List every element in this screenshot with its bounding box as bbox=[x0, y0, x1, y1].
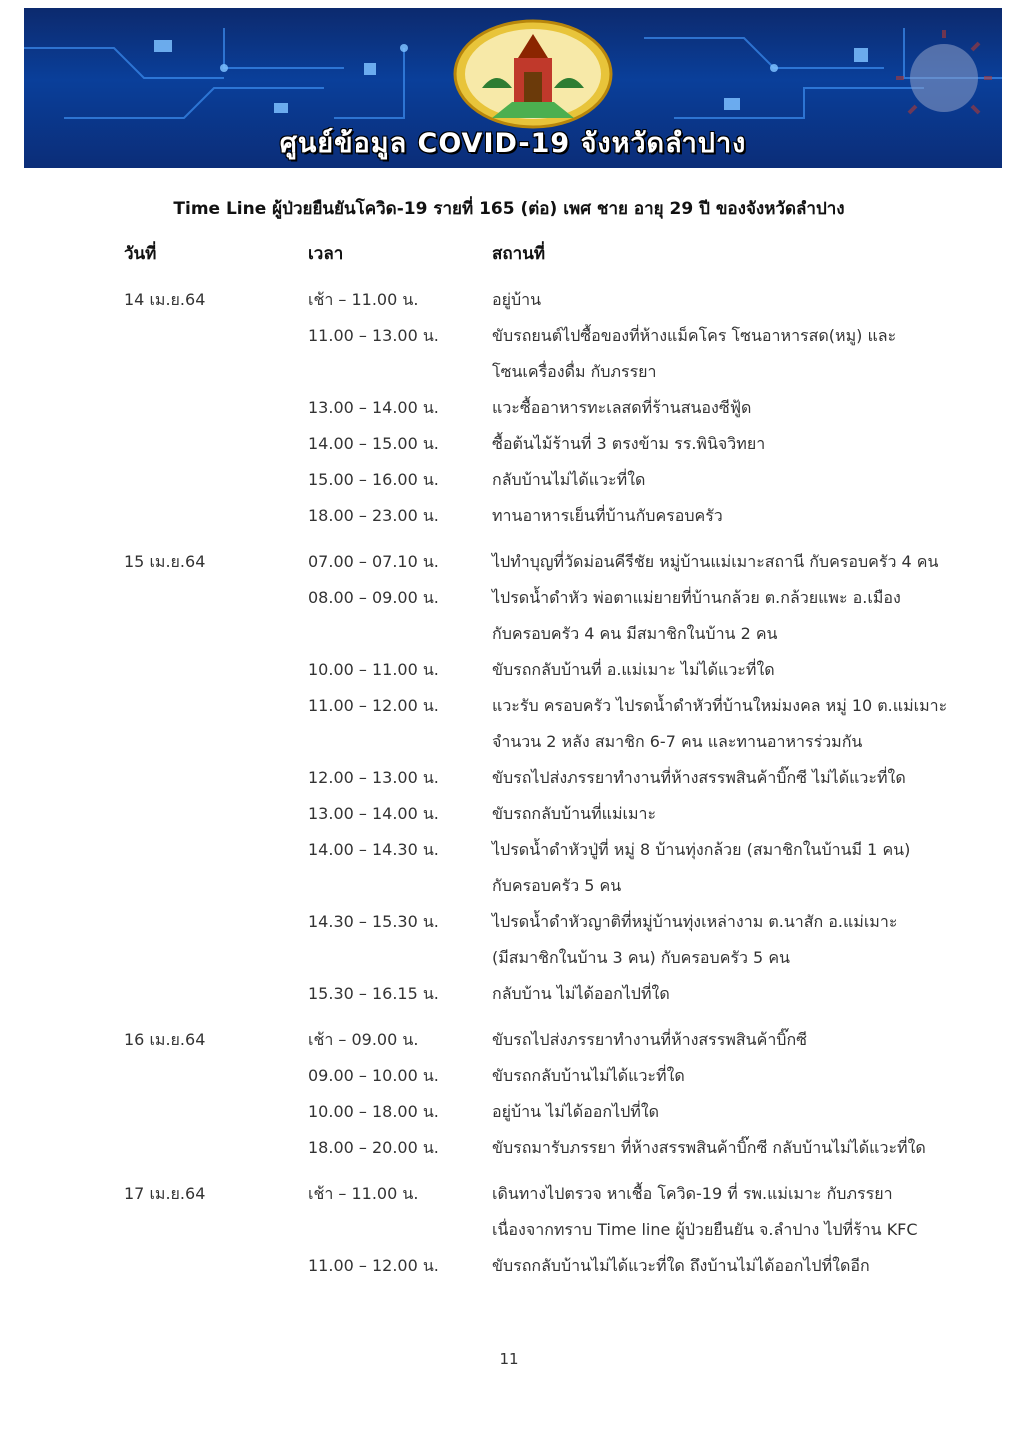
table-row bbox=[0, 1128, 1018, 1164]
timeline-table bbox=[0, 280, 1018, 1292]
table-row bbox=[0, 316, 1018, 352]
table-row bbox=[0, 578, 1018, 614]
row-place: (มีสมาชิกในบ้าน 3 คน) กับครอบครัว 5 คน bbox=[492, 948, 790, 967]
date-group bbox=[0, 1174, 1018, 1282]
row-time: 15.00 – 16.00 น. bbox=[308, 470, 439, 489]
row-place: แวะซื้ออาหารทะเลสดที่ร้านสนองซีฟู้ด bbox=[492, 398, 752, 417]
row-time: เช้า – 09.00 น. bbox=[308, 1030, 419, 1049]
row-time: 13.00 – 14.00 น. bbox=[308, 804, 439, 823]
table-row bbox=[0, 686, 1018, 722]
header-place: สถานที่ bbox=[492, 244, 546, 264]
table-row bbox=[0, 1246, 1018, 1282]
row-place: ขับรถไปส่งภรรยาทำงานที่ห้างสรรพสินค้าบิ๊กซี ไม่ได้แวะที่ใด bbox=[492, 768, 906, 787]
table-row bbox=[0, 1056, 1018, 1092]
row-time: เช้า – 11.00 น. bbox=[308, 290, 419, 309]
row-place: ขับรถกลับบ้านที่ อ.แม่เมาะ ไม่ได้แวะที่ใด bbox=[492, 660, 775, 679]
row-place: ไปทำบุญที่วัดม่อนคีรีชัย หมู่บ้านแม่เมาะสถานี กับครอบครัว 4 คน bbox=[492, 552, 939, 571]
row-time: 10.00 – 18.00 น. bbox=[308, 1102, 439, 1121]
row-time: 12.00 – 13.00 น. bbox=[308, 768, 439, 787]
row-time: 14.00 – 15.00 น. bbox=[308, 434, 439, 453]
row-place: โซนเครื่องดื่ม กับภรรยา bbox=[492, 362, 657, 381]
row-place: ขับรถมารับภรรยา ที่ห้างสรรพสินค้าบิ๊กซี กลับบ้านไม่ได้แวะที่ใด bbox=[492, 1138, 926, 1157]
banner-title: ศูนย์ข้อมูล COVID-19 จังหวัดลำปาง bbox=[279, 128, 747, 159]
header-banner bbox=[24, 8, 1002, 168]
table-row bbox=[0, 938, 1018, 974]
table-row bbox=[0, 866, 1018, 902]
row-place: ซื้อต้นไม้ร้านที่ 3 ตรงข้าม รร.พินิจวิทยา bbox=[492, 434, 766, 453]
document-title: Time Line ผู้ป่วยยืนยันโควิด-19 รายที่ 165 (ต่อ) เพศ ชาย อายุ 29 ปี ของจังหวัดลำปาง bbox=[173, 199, 845, 219]
table-row bbox=[0, 460, 1018, 496]
table-row bbox=[0, 280, 1018, 316]
row-place: เดินทางไปตรวจ หาเชื้อ โควิด-19 ที่ รพ.แม่เมาะ กับภรรยา bbox=[492, 1184, 893, 1203]
table-row bbox=[0, 974, 1018, 1010]
date-group bbox=[0, 1020, 1018, 1164]
page-number: 11 bbox=[499, 1350, 519, 1368]
row-place: กลับบ้านไม่ได้แวะที่ใด bbox=[492, 470, 646, 489]
row-date: 14 เม.ย.64 bbox=[124, 290, 206, 309]
row-time: 14.30 – 15.30 น. bbox=[308, 912, 439, 931]
row-time: 11.00 – 13.00 น. bbox=[308, 326, 439, 345]
row-time: 10.00 – 11.00 น. bbox=[308, 660, 439, 679]
row-time: 08.00 – 09.00 น. bbox=[308, 588, 439, 607]
row-time: 15.30 – 16.15 น. bbox=[308, 984, 439, 1003]
row-place: ขับรถกลับบ้านไม่ได้แวะที่ใด ถึงบ้านไม่ได้ออกไปที่ใดอีก bbox=[492, 1256, 870, 1275]
table-row bbox=[0, 722, 1018, 758]
row-time: 18.00 – 23.00 น. bbox=[308, 506, 439, 525]
date-group bbox=[0, 280, 1018, 532]
row-time: 11.00 – 12.00 น. bbox=[308, 1256, 439, 1275]
row-place: แวะรับ ครอบครัว ไปรดน้ำดำหัวที่บ้านใหม่มงคล หมู่ 10 ต.แม่เมาะ bbox=[492, 696, 948, 715]
row-date: 17 เม.ย.64 bbox=[124, 1184, 206, 1203]
row-date: 16 เม.ย.64 bbox=[124, 1030, 206, 1049]
row-time: 14.00 – 14.30 น. bbox=[308, 840, 439, 859]
row-place: เนื่องจากทราบ Time line ผู้ป่วยยืนยัน จ.ลำปาง ไปที่ร้าน KFC bbox=[492, 1220, 918, 1239]
row-time: 07.00 – 07.10 น. bbox=[308, 552, 439, 571]
table-row bbox=[0, 1020, 1018, 1056]
lampang-seal-logo bbox=[452, 18, 614, 130]
row-place: กลับบ้าน ไม่ได้ออกไปที่ใด bbox=[492, 984, 670, 1003]
row-place: ทานอาหารเย็นที่บ้านกับครอบครัว bbox=[492, 506, 723, 525]
table-row bbox=[0, 352, 1018, 388]
table-row bbox=[0, 902, 1018, 938]
table-row bbox=[0, 1092, 1018, 1128]
header-date: วันที่ bbox=[124, 244, 157, 264]
row-place: ไปรดน้ำดำหัวญาติที่หมู่บ้านทุ่งเหล่างาม ต.นาสัก อ.แม่เมาะ bbox=[492, 912, 898, 931]
table-row bbox=[0, 794, 1018, 830]
table-row bbox=[0, 1174, 1018, 1210]
table-row bbox=[0, 496, 1018, 532]
row-place: ไปรดน้ำดำหัวปู่ที่ หมู่ 8 บ้านทุ่งกล้วย (สมาชิกในบ้านมี 1 คน) bbox=[492, 840, 911, 859]
row-time: 11.00 – 12.00 น. bbox=[308, 696, 439, 715]
row-place: อยู่บ้าน bbox=[492, 290, 542, 309]
row-time: 18.00 – 20.00 น. bbox=[308, 1138, 439, 1157]
row-time: 13.00 – 14.00 น. bbox=[308, 398, 439, 417]
virus-icon bbox=[896, 30, 992, 113]
row-place: อยู่บ้าน ไม่ได้ออกไปที่ใด bbox=[492, 1102, 660, 1121]
row-time: เช้า – 11.00 น. bbox=[308, 1184, 419, 1203]
header-time: เวลา bbox=[308, 244, 344, 264]
table-row bbox=[0, 388, 1018, 424]
table-row bbox=[0, 542, 1018, 578]
row-place: กับครอบครัว 5 คน bbox=[492, 876, 622, 895]
row-place: จำนวน 2 หลัง สมาชิก 6-7 คน และทานอาหารร่วมกัน bbox=[492, 732, 863, 751]
row-place: กับครอบครัว 4 คน มีสมาชิกในบ้าน 2 คน bbox=[492, 624, 778, 643]
row-time: 09.00 – 10.00 น. bbox=[308, 1066, 439, 1085]
date-group bbox=[0, 542, 1018, 1010]
row-place: ไปรดน้ำดำหัว พ่อตาแม่ยายที่บ้านกล้วย ต.กล้วยแพะ อ.เมือง bbox=[492, 588, 901, 607]
row-place: ขับรถไปส่งภรรยาทำงานที่ห้างสรรพสินค้าบิ๊กซี bbox=[492, 1030, 807, 1049]
table-row bbox=[0, 758, 1018, 794]
table-row bbox=[0, 650, 1018, 686]
table-row bbox=[0, 614, 1018, 650]
row-date: 15 เม.ย.64 bbox=[124, 552, 206, 571]
table-row bbox=[0, 830, 1018, 866]
table-row bbox=[0, 1210, 1018, 1246]
row-place: ขับรถกลับบ้านไม่ได้แวะที่ใด bbox=[492, 1066, 685, 1085]
table-row bbox=[0, 424, 1018, 460]
row-place: ขับรถยนต์ไปซื้อของที่ห้างแม็คโคร โซนอาหารสด(หมู) และ bbox=[492, 326, 897, 345]
row-place: ขับรถกลับบ้านที่แม่เมาะ bbox=[492, 804, 657, 823]
